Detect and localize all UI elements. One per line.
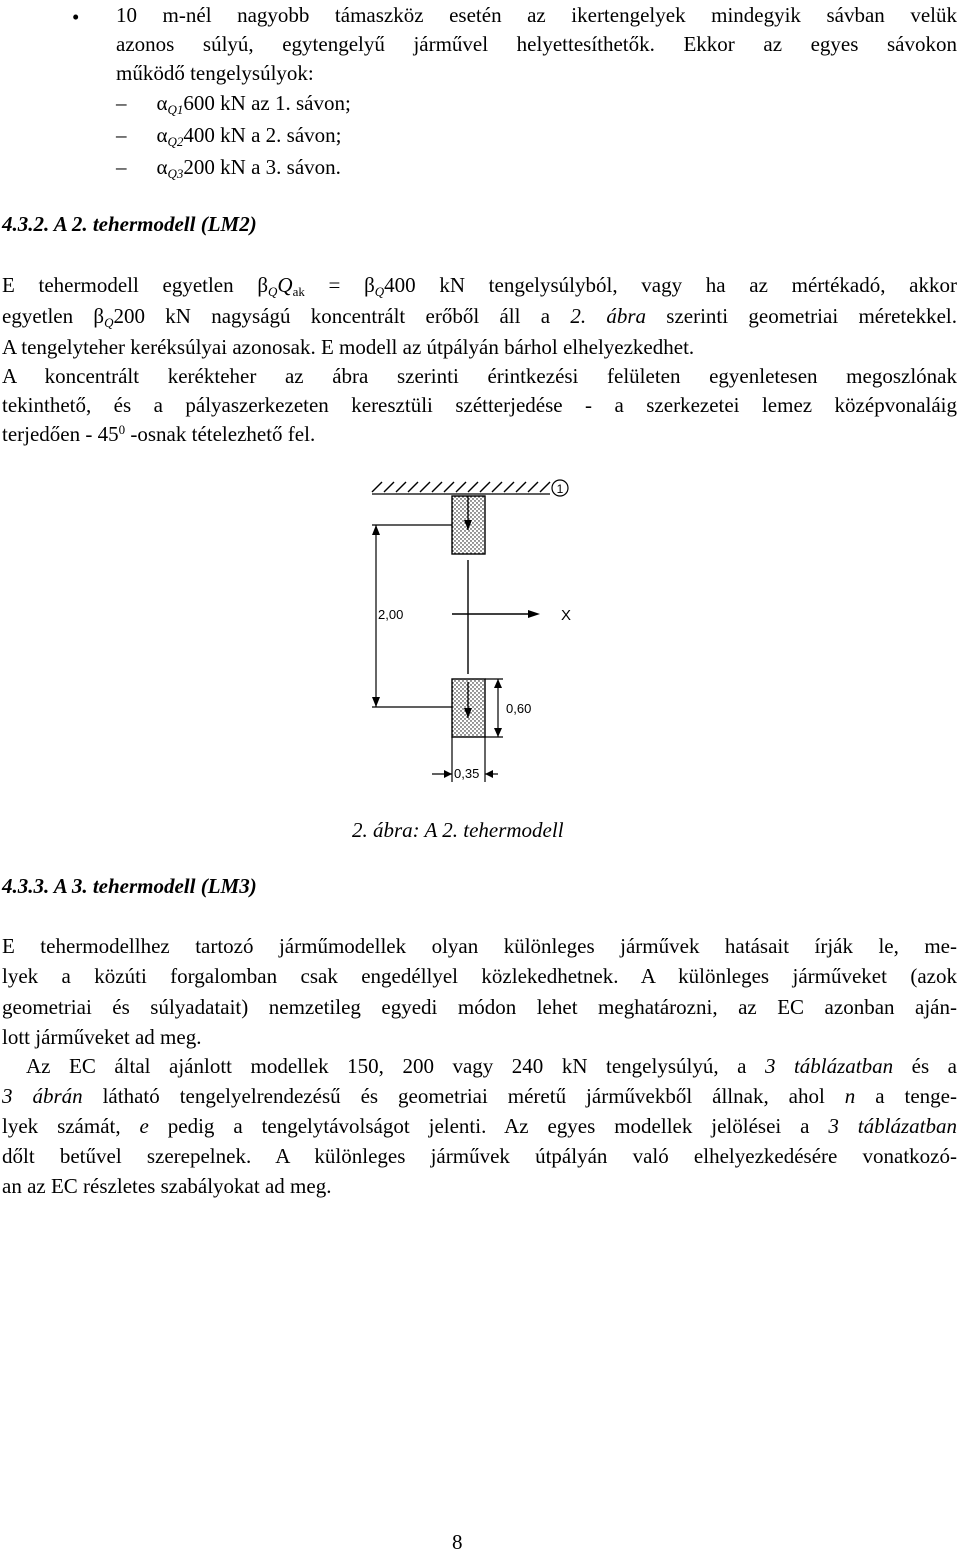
subscript: Q2 — [167, 134, 184, 149]
beta-symbol: β — [257, 273, 268, 297]
dash: – — [116, 123, 127, 147]
text: a tenge- — [855, 1084, 957, 1108]
lm2-paragraph-1-line-1 — [2, 272, 957, 298]
text: terjedően - 45 — [2, 422, 119, 446]
text: és a — [893, 1054, 957, 1078]
section-heading-lm3: 4.3.3. A 3. tehermodell (LM3) — [2, 874, 257, 898]
dimension-label-200: 2,00 — [378, 607, 404, 622]
text: 400 kN tengelysúlyból, vagy ha az mértékadó, akkor — [384, 273, 957, 297]
dimension-label-035: 0,35 — [454, 766, 480, 781]
alpha-symbol: α — [156, 91, 168, 115]
section-heading-lm2: 4.3.2. A 2. tehermodell (LM2) — [2, 212, 257, 236]
alpha-symbol: α — [156, 155, 168, 179]
subscript: Q — [268, 284, 278, 299]
beta-symbol: β — [364, 273, 375, 297]
lm3-paragraph-1-line-3: geometriai és súlyadatait) nemzetileg egyedi módon lehet meghatározni, az EC azonban aján- — [2, 995, 957, 1019]
text: látható tengelyelrendezésű és geometriai méretű járművekből állnak, ahol — [82, 1084, 845, 1108]
equals: = — [304, 273, 365, 297]
text: lyek számát, — [2, 1114, 140, 1138]
bullet-subitem-1 — [116, 90, 351, 116]
lm2-paragraph-2-line-1: A koncentrált kerékteher az ábra szerinti érintkezési felületen egyenletesen megoszlónak — [2, 364, 957, 388]
superscript: 0 — [118, 422, 126, 437]
dimension-label-060: 0,60 — [506, 701, 532, 716]
lm2-paragraph-2-line-2: tekinthető, és a pályaszerkezeten keresztüli szétterjedése - a szerkezetei lemez középvonaláig — [2, 393, 957, 417]
lm3-paragraph-1-line-2: lyek a közúti forgalomban csak engedéllyel közlekedhetnek. A különleges járműveket (azok — [2, 964, 957, 988]
lm3-paragraph-1-line-1: E tehermodellhez tartozó járműmodellek olyan különleges járművek hatásait írják le, me- — [2, 934, 957, 958]
bullet-line-3: működő tengelysúlyok: — [116, 61, 314, 85]
lm3-paragraph-2-line-4: dőlt betűvel szerepelnek. A különleges járművek útpályán való elhelyezkedésére vonatkozó- — [2, 1144, 957, 1168]
text: Az EC által ajánlott modellek 150, 200 vagy 240 kN tengelysúlyú, a — [26, 1054, 765, 1078]
subscript: Q — [104, 315, 114, 330]
lm2-paragraph-2-line-3 — [2, 421, 315, 447]
figure-reference: 2. ábra — [570, 304, 647, 328]
text: pedig a tengelytávolságot jelenti. Az egyes modellek jelölései a — [148, 1114, 829, 1138]
dash: – — [116, 91, 127, 115]
text: -osnak tételezhető fel. — [125, 422, 316, 446]
lm3-paragraph-2-line-2 — [2, 1083, 957, 1109]
lm3-paragraph-2-line-3 — [2, 1113, 957, 1139]
beta-symbol: β — [93, 304, 105, 328]
lm2-paragraph-1-line-3: A tengelyteher keréksúlyai azonosak. E modell az útpályán bárhol elhelyezkedhet. — [2, 335, 695, 359]
subitem-text: 600 kN az 1. sávon; — [183, 91, 351, 115]
text: szerinti geometriai méretekkel. — [646, 304, 957, 328]
figure-caption: 2. ábra: A 2. tehermodell — [352, 818, 564, 842]
q-symbol: Q — [277, 273, 293, 297]
bullet-line-1: 10 m-nél nagyobb támaszköz esetén az ikertengelyek mindegyik sávban velük — [116, 3, 957, 27]
table-reference: 3 táblázatban — [828, 1114, 957, 1138]
bullet-subitem-2 — [116, 122, 341, 148]
subscript: Q1 — [167, 102, 184, 117]
alpha-symbol: α — [156, 123, 168, 147]
text: 200 kN nagyságú koncentrált erőből áll a — [113, 304, 571, 328]
subitem-text: 400 kN a 2. sávon; — [183, 123, 342, 147]
variable-n: n — [844, 1084, 856, 1108]
bullet-line-2: azonos súlyú, egytengelyű járművel helyettesíthetők. Ekkor az egyes sávokon — [116, 32, 957, 56]
tandem-load-diagram — [368, 474, 608, 794]
hatched-edge — [372, 482, 550, 492]
subscript: Q3 — [167, 166, 184, 181]
lm3-paragraph-2-line-1 — [26, 1053, 957, 1079]
x-axis-label: X — [560, 607, 572, 624]
callout-label: 1 — [556, 482, 564, 496]
lm3-paragraph-1-line-4: lott járműveket ad meg. — [2, 1025, 202, 1049]
subitem-text: 200 kN a 3. sávon. — [183, 155, 341, 179]
figure-reference: 3 ábrán — [2, 1084, 83, 1108]
lm2-paragraph-1-line-2 — [2, 303, 957, 329]
lm3-paragraph-2-line-5: an az EC részletes szabályokat ad meg. — [2, 1174, 332, 1198]
dash: – — [116, 155, 127, 179]
variable-e: e — [139, 1114, 149, 1138]
text: egyetlen — [2, 304, 94, 328]
subscript: Q — [374, 284, 385, 299]
text: E tehermodell egyetlen — [2, 273, 258, 297]
subscript: ak — [292, 284, 305, 299]
bullet-subitem-3 — [116, 154, 341, 180]
table-reference: 3 táblázatban — [764, 1054, 894, 1078]
page-number: 8 — [452, 1530, 463, 1554]
bullet-symbol: • — [72, 5, 80, 29]
